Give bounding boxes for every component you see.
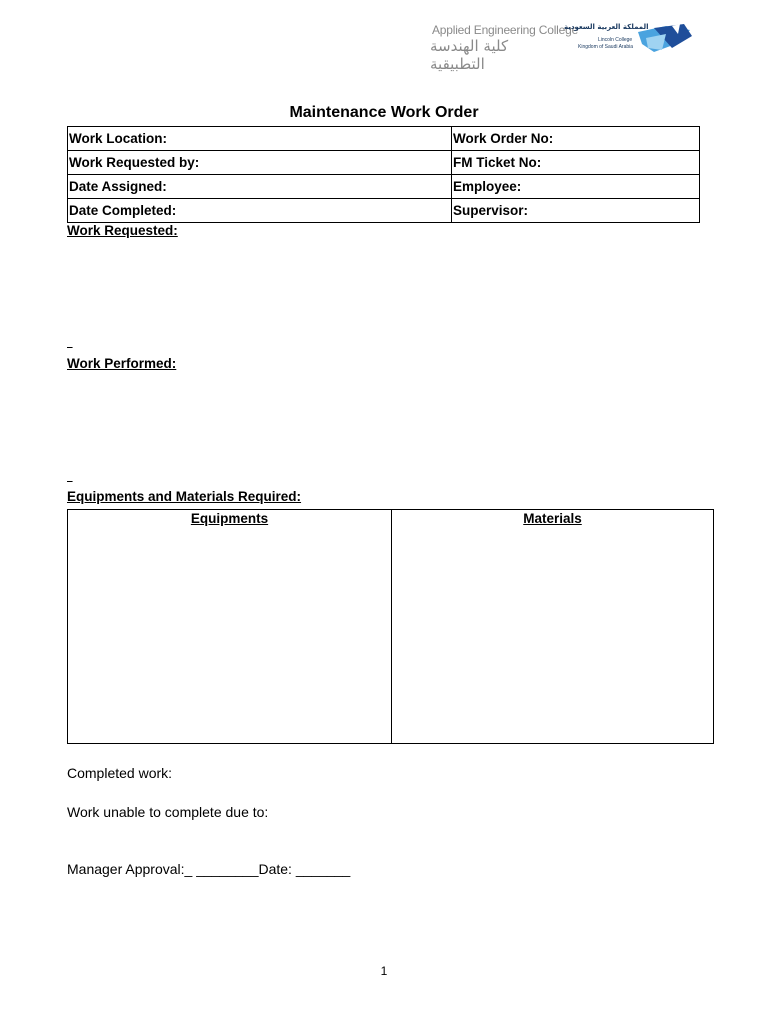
logo-english-text: Applied Engineering College — [432, 23, 579, 37]
page-number: 1 — [380, 964, 388, 978]
work-order-no-field: Work Order No: — [452, 127, 700, 151]
blank-line-marker — [67, 472, 73, 483]
work-location-field: Work Location: — [68, 127, 452, 151]
blank-line-marker — [67, 338, 73, 349]
work-requested-by-field: Work Requested by: — [68, 151, 452, 175]
table-row — [68, 127, 700, 151]
completed-work-label: Completed work: — [67, 765, 173, 781]
employee-field: Employee: — [452, 175, 700, 199]
equipments-header: Equipments — [190, 511, 269, 526]
work-order-info-table — [67, 126, 700, 223]
manager-approval-line: Manager Approval:_ ________Date: _______ — [67, 861, 351, 877]
materials-header: Materials — [523, 511, 582, 526]
work-performed-label: Work Performed: — [67, 356, 177, 371]
unable-to-complete-label: Work unable to complete due to: — [67, 804, 269, 820]
column-divider — [391, 510, 392, 743]
work-requested-label: Work Requested: — [67, 223, 178, 238]
college-emblem-icon — [636, 22, 694, 56]
table-row — [68, 151, 700, 175]
logo-arabic-text: كلية الهندسة التطبيقية — [430, 37, 509, 73]
table-row — [68, 175, 700, 199]
logo-small-text-1: Lincoln College — [598, 37, 633, 43]
equipments-materials-label: Equipments and Materials Required: — [67, 489, 302, 504]
equipments-materials-table — [67, 509, 714, 744]
date-completed-field: Date Completed: — [68, 199, 452, 223]
logo-arabic-small-text: المملكة العربية السعودية — [564, 23, 649, 31]
fm-ticket-no-field: FM Ticket No: — [452, 151, 700, 175]
table-row — [68, 199, 700, 223]
page-title: Maintenance Work Order — [289, 104, 479, 121]
header-logo — [428, 20, 696, 73]
logo-small-text-2: Kingdom of Saudi Arabia — [578, 44, 634, 50]
supervisor-field: Supervisor: — [452, 199, 700, 223]
date-assigned-field: Date Assigned: — [68, 175, 452, 199]
